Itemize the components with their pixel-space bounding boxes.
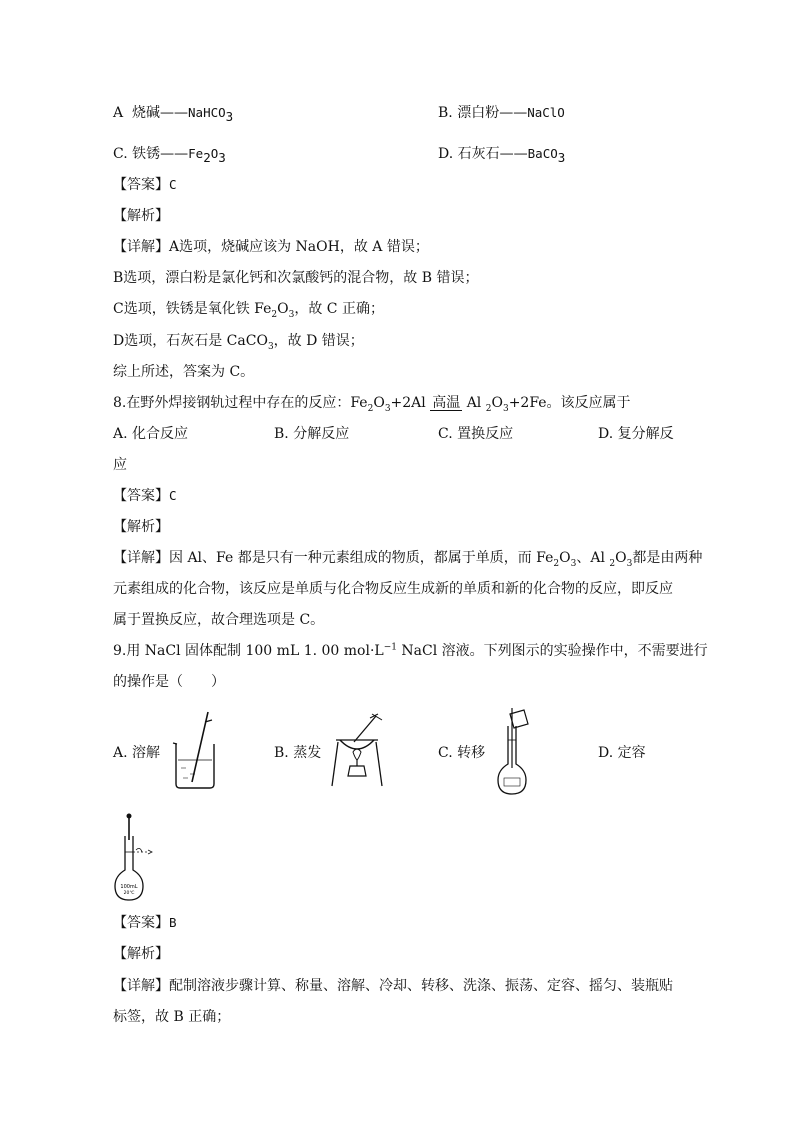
q9-stem-2: 的操作是（ ） (113, 674, 225, 690)
q7-detail-2: B选项，漂白粉是氯化钙和次氯酸钙的混合物，故 B 错误； (113, 270, 479, 286)
q9-option-a: A. 溶解 (113, 745, 161, 761)
q9-option-b: B. 蒸发 (274, 745, 322, 761)
q8-answer: 【答案】C (113, 488, 177, 504)
volume-adjust-figure (112, 812, 168, 904)
q7-conclusion: 综上所述，答案为 C。 (113, 364, 255, 380)
q7-option-a: A 烧碱——NaHCO$_3$ (113, 105, 234, 124)
q8-analysis-label: 【解析】 (113, 519, 169, 535)
q8-detail-2: 元素组成的化合物，该反应是单质与化合物反应生成新的单质和新的化合物的反应，即反应 (113, 581, 673, 597)
q9-answer: 【答案】B (113, 915, 177, 931)
q9-analysis-label: 【解析】 (113, 946, 169, 962)
q8-option-b: B. 分解反应 (274, 426, 350, 442)
q8-option-d: D. 复分解反 (598, 426, 674, 442)
dissolve-beaker-figure (168, 708, 220, 790)
reaction-condition: 高温 (432, 395, 461, 411)
q8-option-d-wrap: 应 (113, 457, 127, 473)
q7-option-c: C. 铁锈$——Fe_2O_3$ (113, 146, 226, 165)
q7-answer: 【答案】C (113, 177, 177, 193)
q7-detail-1: 【详解】A选项，烧碱应该为 NaOH，故 A 错误； (113, 239, 429, 255)
q8-detail-1: 【详解】因 Al、Fe 都是只有一种元素组成的物质，都属于单质，而 $Fe_2O_3$、Al $_2O_3$都是由两种 (113, 550, 703, 569)
q9-detail-2: 标签，故 B 正确； (113, 1009, 231, 1025)
q8-detail-3: 属于置换反应，故合理选项是 C。 (113, 612, 325, 628)
q7-option-b: B. 漂白粉——NaClO (438, 105, 565, 121)
q7-detail-3: C选项，铁锈是氧化铁 $Fe_2O_3$，故 C 正确； (113, 301, 384, 320)
q9-detail-1: 【详解】配制溶液步骤计算、称量、溶解、冷却、转移、洗涤、振荡、定容、摇匀、装瓶贴 (113, 978, 673, 994)
q8-option-c: C. 置换反应 (438, 426, 514, 442)
q8-option-a: A. 化合反应 (113, 426, 189, 442)
q9-stem-1: 9.用 NaCl 固体配制 100 mL 1. 00 $mol\cdot L^{-1}$ NaCl 溶液。下列图示的实验操作中，不需要进行 (113, 642, 708, 659)
evaporation-setup-figure (326, 712, 388, 790)
flask-temperature-label: 20℃ (123, 891, 135, 896)
q7-analysis-label: 【解析】 (113, 208, 169, 224)
q9-option-d: D. 定容 (598, 745, 646, 761)
q9-option-c: C. 转移 (438, 745, 486, 761)
flask-capacity-label: 100mL (120, 884, 138, 890)
q7-option-d: D. 石灰石——BaCO$_3$ (438, 146, 566, 165)
q8-stem: 8.在野外焊接钢轨过程中存在的反应：$Fe_2O_3+2Al$ 高温 Al $_2O_3+2Fe$。该反应属于 (113, 395, 631, 414)
q7-detail-4: D选项，石灰石是 CaCO$_3$，故 D 错误； (113, 333, 364, 352)
transfer-flask-figure (494, 706, 536, 798)
